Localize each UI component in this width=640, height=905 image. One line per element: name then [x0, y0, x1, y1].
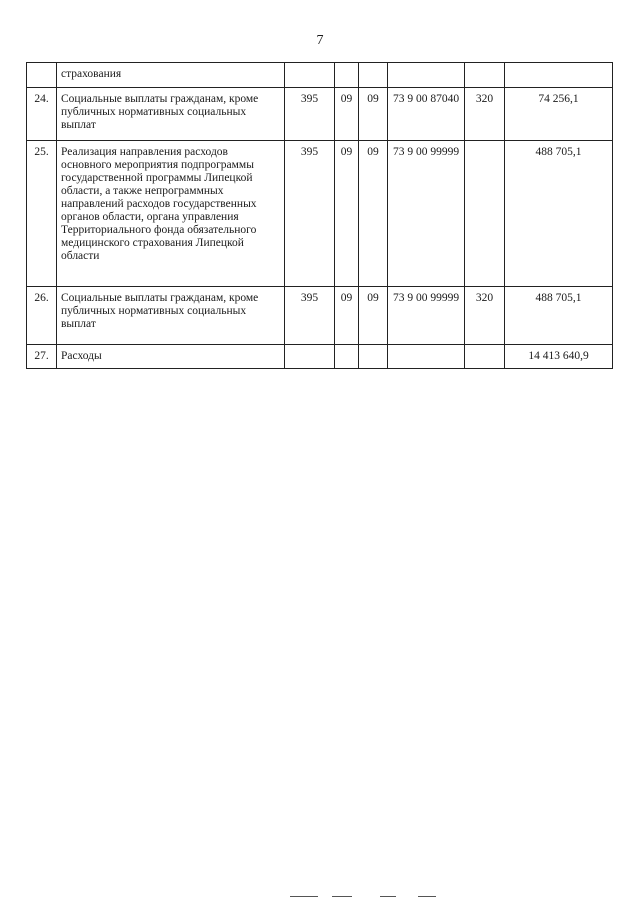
row-name-cell: Социальные выплаты гражданам, кроме публичных нормативных социальных выплат — [57, 287, 285, 345]
target-article-cell: 73 9 00 99999 — [388, 141, 465, 287]
row-number-cell: 24. — [27, 88, 57, 141]
table-row — [27, 88, 613, 141]
target-article-cell: 73 9 00 99999 — [388, 287, 465, 345]
section-code-cell: 09 — [335, 141, 359, 287]
expense-type-cell — [465, 141, 505, 287]
admin-code-cell — [285, 345, 335, 369]
budget-table — [26, 62, 613, 369]
amount-cell: 74 256,1 — [505, 88, 613, 141]
scan-edge-marks — [290, 896, 450, 900]
amount-cell — [505, 63, 613, 88]
admin-code-cell: 395 — [285, 287, 335, 345]
target-article-cell — [388, 63, 465, 88]
expense-type-cell — [465, 345, 505, 369]
section-code-cell: 09 — [335, 88, 359, 141]
table-row — [27, 141, 613, 287]
target-article-cell — [388, 345, 465, 369]
admin-code-cell: 395 — [285, 88, 335, 141]
admin-code-cell: 395 — [285, 141, 335, 287]
section-code-cell — [335, 345, 359, 369]
row-number-cell — [27, 63, 57, 88]
table-row — [27, 63, 613, 88]
subsection-code-cell: 09 — [359, 141, 388, 287]
row-number-cell: 25. — [27, 141, 57, 287]
subsection-code-cell — [359, 63, 388, 88]
target-article-cell: 73 9 00 87040 — [388, 88, 465, 141]
row-name-cell: страхования — [57, 63, 285, 88]
amount-cell: 488 705,1 — [505, 141, 613, 287]
expense-type-cell: 320 — [465, 88, 505, 141]
row-name-cell: Социальные выплаты гражданам, кроме публичных нормативных социальных выплат — [57, 88, 285, 141]
section-code-cell: 09 — [335, 287, 359, 345]
table-row — [27, 345, 613, 369]
subsection-code-cell: 09 — [359, 88, 388, 141]
page-number: 7 — [316, 33, 324, 48]
row-name-cell: Расходы — [57, 345, 285, 369]
admin-code-cell — [285, 63, 335, 88]
table-row — [27, 287, 613, 345]
row-number-cell: 27. — [27, 345, 57, 369]
row-number-cell: 26. — [27, 287, 57, 345]
expense-type-cell — [465, 63, 505, 88]
expense-type-cell: 320 — [465, 287, 505, 345]
amount-cell: 488 705,1 — [505, 287, 613, 345]
row-name-cell: Реализация направления расходов основного мероприятия подпрограммы государственной программы Липецкой области, а также непрограммных направлений расходов государственных органов области, органа управления Территориального фонда обязательного медицинского страхования Липецкой области — [57, 141, 285, 287]
section-code-cell — [335, 63, 359, 88]
amount-cell: 14 413 640,9 — [505, 345, 613, 369]
subsection-code-cell: 09 — [359, 287, 388, 345]
subsection-code-cell — [359, 345, 388, 369]
